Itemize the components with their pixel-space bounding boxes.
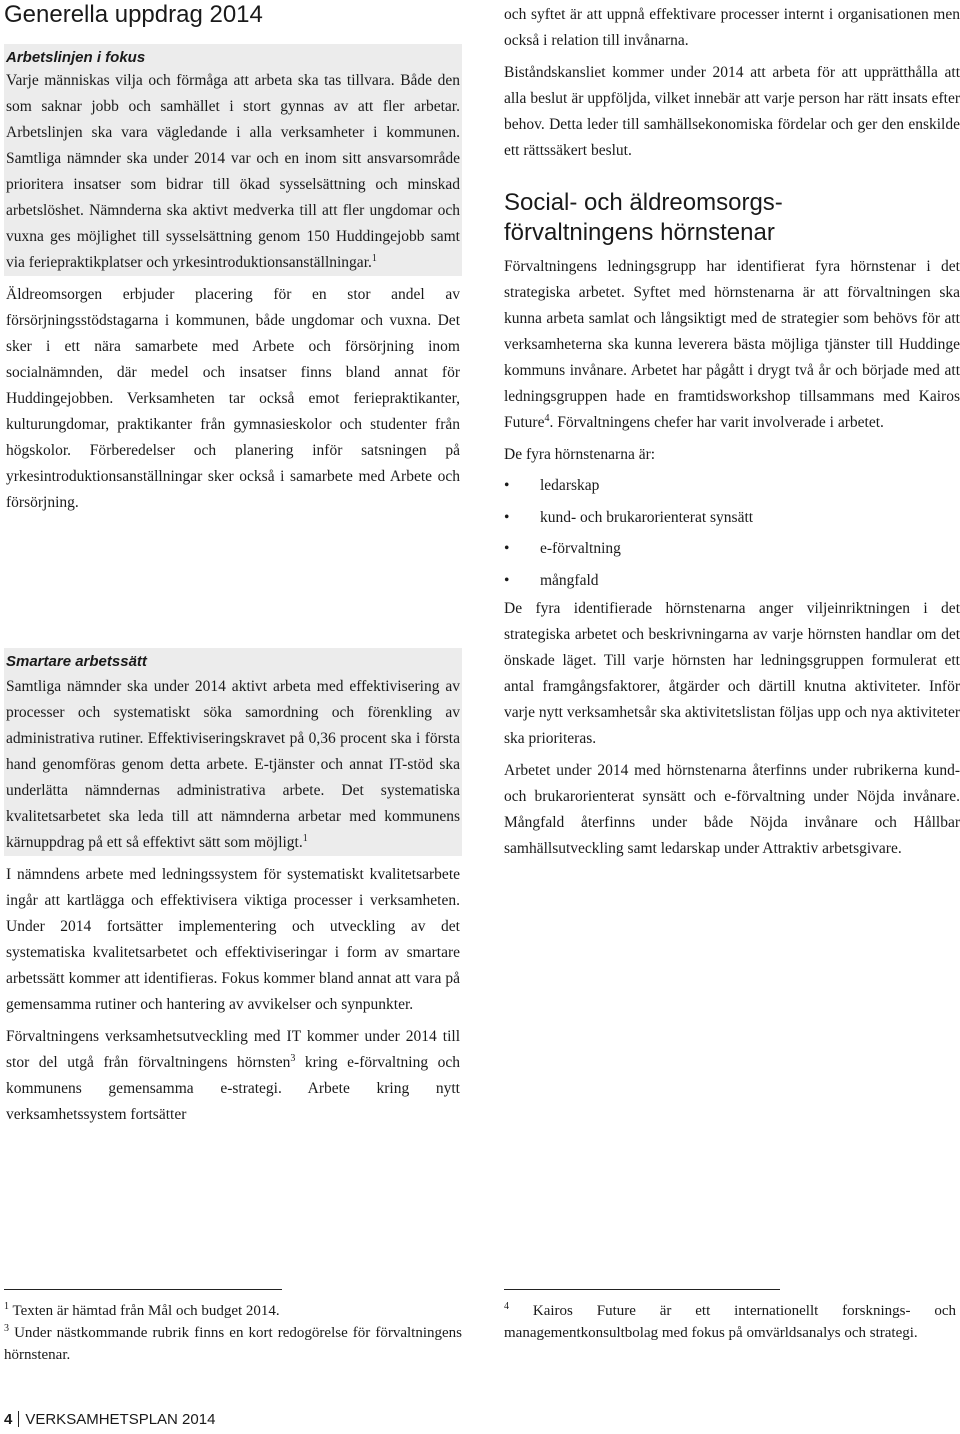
footnote-divider [4,1289,282,1290]
paragraph-text: Förvaltningens ledningsgrupp har identifierat fyra hörnstenar i det strategiska arbetet. Syftet med hörnstenarna är att förvaltningen ska kunna arbeta samlat och långsiktigt med de strategier som behövs för att verksamheterna ska kunna leverera bästa möjliga tjänster till Huddinge kommuns invånare. Arbetet har pågått i drygt två år och började med att ledningsgruppen hade en framtidsworkshop tillsammans med Kairos Future [504,258,960,431]
footnote-ref: 1 [302,832,308,844]
bullet-icon: • [504,571,510,589]
section-heading-arbetslinjen: Arbetslinjen i fokus [6,49,146,66]
page-footer [4,1410,215,1430]
footnotes-left [4,1300,462,1366]
paragraph-text: Varje människas vilja och förmåga att arbeta ska tas tillvara. Både den som saknar jobb och samhället i stort gynnas av att fler arbetar. Arbetslinjen ska vara vägledande i alla verksamheter i kommunen. Samtliga nämnder ska under 2014 var och en inom sitt ansvarsområde prioritera insatser som bidrar till ökad sysselsättning och minskad arbetslöshet. Nämnderna ska aktivt medverka till att fler ungdomar och vuxna ges möjlighet till sysselsättning genom 150 Huddingejobb samt via feriepraktikplatser och yrkesintroduktionsanställningar. [6,72,460,271]
page-number: 4 [4,1411,13,1428]
footnote-divider [504,1289,780,1290]
footnote-ref: 4 [544,412,550,424]
footnote-ref: 3 [290,1052,296,1064]
paragraph: Biståndskansliet kommer under 2014 att arbeta för att upprätthålla att alla beslut är uppföljda, vilket innebär att varje person har rätt insats efter behov. Detta leder till samhällsekonomiska fördelar och ger den enskilde ett rättssäkert beslut. [504,64,960,159]
list-item [504,502,960,534]
footnote-number: 4 [504,1301,509,1312]
section-heading-smartare: Smartare arbetssätt [6,653,147,670]
paragraph: Arbetet under 2014 med hörnstenarna återfinns under rubrikerna kund- och brukarorienterat synsätt och e-förvaltning under Nöjda invånare. Mångfald återfinns under både Nöjda invånare och Hållbar samhällsutveckling samt ledarskap under Attraktiv arbetsgivare. [504,762,960,857]
right-column [504,2,960,862]
paragraph [6,674,460,856]
paragraph-text: Samtliga nämnder ska under 2014 aktivt arbeta med effektivisering av processer och systematiskt söka samordning och förenkling av administrativa rutiner. Effektiviseringskravet på 0,36 procent ska i första hand genomföras genom detta arbete. E-tjänster och annat IT-stöd ska underlätta nämndernas administrativa arbete. Det systematiska kvalitetsarbetet ska leda till att nämnderna arbetar med kommunens kärnuppdrag på ett så effektivt sätt som möjligt. [6,678,460,851]
section-smartare [4,648,462,1128]
footnote-ref: 1 [371,252,377,264]
paragraph [6,68,460,276]
paragraph: I nämndens arbete med ledningssystem för systematiskt kvalitetsarbete ingår att kartlägga och effektivisera viktiga processer i verksamheten. Under 2014 fortsätter implementering och utveckling av det systematiska kvalitetsarbetet och effektiviseringar i form av smartare arbetssätt kommer att identifieras. Fokus kommer bland annat att vara på gemensamma rutiner och hantering av avvikelser och synpunkter. [6,866,460,1013]
list-item [504,565,960,597]
footnote [4,1300,462,1322]
shaded-box-arbetslinjen [4,44,462,276]
list-item-label: kund- och brukarorienterat synsätt [540,508,754,526]
paragraph: och syftet är att uppnå effektivare processer internt i organisationen men också i relation till invånarna. [504,6,960,49]
heading-line: förvaltningens hörnstenar [504,219,775,246]
footnote-text: Under nästkommande rubrik finns en kort redogörelse för förvaltningens hörnstenar. [4,1325,463,1363]
bullet-list [504,470,960,596]
list-item [504,533,960,565]
list-item [504,470,960,502]
footnote [4,1322,462,1366]
footer-doc-title: VERKSAMHETSPLAN 2014 [25,1411,216,1428]
footnote-number: 3 [4,1323,9,1334]
paragraph [4,1024,462,1128]
section-arbetslinjen [4,44,462,516]
paragraph-text: kring e-förvaltning och kommunens gemensamma e-strategi. Arbete kring nytt verksamhetssystem fortsätter [6,1054,460,1123]
paragraph-text: . Förvaltningens chefer har varit involverade i arbetet. [549,414,884,431]
bullet-icon: • [504,540,510,557]
footer-divider [18,1411,19,1427]
footnote-number: 1 [4,1301,9,1312]
list-item-label: mångfald [540,571,599,589]
footnotes-right [504,1300,956,1344]
section-heading-hornstenar [504,188,960,248]
paragraph [504,254,960,436]
shaded-box-smartare [4,648,462,856]
heading-line: Social- och äldreomsorgs- [504,189,783,216]
paragraph: De fyra hörnstenarna är: [504,446,656,463]
bullet-icon: • [504,508,510,526]
paragraph: Äldreomsorgen erbjuder placering för en stor andel av försörjningsstödstagarna i kommunen, både ungdomar och vuxna. Det sker i ett nära samarbete med Arbete och försörjning inom socialnämnden, där medel och insatser finns bland annat för Huddingejobben. Verksamheten tar också emot feriepraktikanter, kulturungdomar, praktikanter från gymnasieskolor och studenter från högskolor. Förberedelser och planering inför satsningen på yrkesintroduktionsanställningar sker också i samarbete med Arbete och försörjning. [6,286,460,511]
paragraph-text: Förvaltningens verksamhetsutveckling med IT kommer under 2014 till stor del utgå från förvaltningens hörnsten [6,1028,460,1071]
bullet-icon: • [504,477,510,494]
paragraph: De fyra identifierade hörnstenarna anger viljeinriktningen i det strategiska arbetet och beskrivningarna av varje hörnsten handlar om det önskade läget. Till varje hörnsten har ledningsgruppen formulerat ett antal framgångsfaktorer, åtgärder och därtill knutna aktiviteter. Inför varje nytt verksamhetsår ska aktivitetslistan följas upp och nya aktiviteter ska prioriteras. [504,600,960,747]
page-title: Generella uppdrag 2014 [4,1,263,28]
footnote-text: Texten är hämtad från Mål och budget 2014. [12,1303,280,1319]
list-item-label: e-förvaltning [540,540,621,557]
footnote-text: Kairos Future är ett internationellt forsknings- och managementkonsultbolag med fokus på omvärldsanalys och strategi. [504,1303,956,1341]
list-item-label: ledarskap [540,477,600,494]
footnote [504,1300,956,1344]
